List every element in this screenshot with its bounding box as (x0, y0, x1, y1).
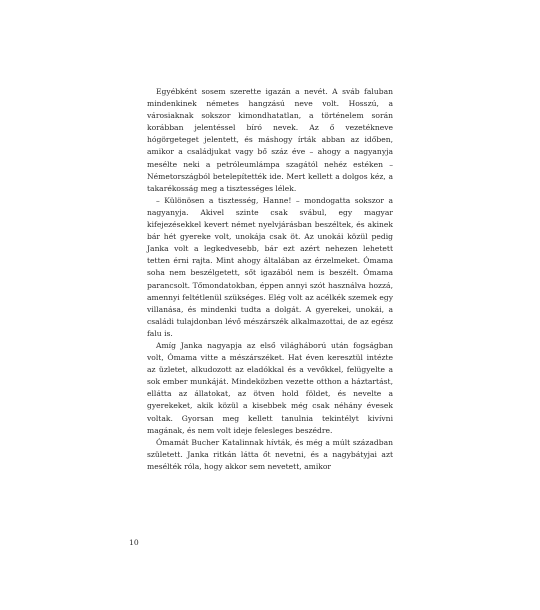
paragraph: Amíg Janka nagyapja az első világháború után fogságban volt, Ómama vitte a mészárszéket. Hat éven keresztül intézte az üzletet, alkudozott az eladókkal és a vevőkkel, felügyelte a sok ember munkáját. Mindeközben vezette otthon a háztartást, ellátta az állatokat, az ötven hold földet, és nevelte a gyerekeket, akik közül a kisebbek még csak néhány évesek voltak. Gyorsan meg kellett tanulnia tekintélyt kivívni magának, és nem volt ideje felesleges beszédre. (147, 340, 393, 435)
paragraph: – Különösen a tisztesség, Hanne! – mondogatta sokszor a nagyanyja. Akivel szinte csak svábul, egy magyar kifejezésekkel kevert német nyelvjárásban beszéltek, és akinek bár hét gyereke volt, unokája csak öt. Az unokái közül pedig Janka volt a legkedvesebb, bár ezt azért nehezen lehetett tetten érni rajta. Mint ahogy általában az érzelmeket. Ómama soha nem beszélgetett, sőt igazából nem is beszélt. Ómama parancsolt. Tőmondatokban, éppen annyi szót használva hozzá, amennyi feltétlenül szükséges. Elég volt az acélkék szemek egy villanása, és mindenki tudta a dolgát. A gyerekei, unokái, a családi tulajdonban lévő mészárszék alkalmazottai, de az egész falu is. (147, 195, 393, 338)
paragraph: Ómamát Bucher Katalinnak hívták, és még a múlt században született. Janka ritkán látta őt nevetni, és a nagybátyjai azt mesélték róla, hogy akkor sem nevetett, amikor (147, 437, 393, 471)
paragraph: Egyébként sosem szerette igazán a nevét. A sváb faluban mindenkinek németes hangzású neve volt. Hosszú, a városiaknak sokszor kimondhatatlan, a történelem során korábban jelentéssel bíró nevek. Az ő vezetékneve hógörgeteget jelentett, és máshogy írták abban az időben, amikor a családjukat vagy bő száz éve – ahogy a nagyanyja mesélte neki a petróleumlámpa szagától nehéz estéken – Németországból betelepítették ide. Mert kellett a dolgos kéz, a takarékosság meg a tisztességes lélek. (147, 87, 393, 193)
page-number: 10 (129, 538, 139, 547)
body-text (147, 86, 393, 473)
